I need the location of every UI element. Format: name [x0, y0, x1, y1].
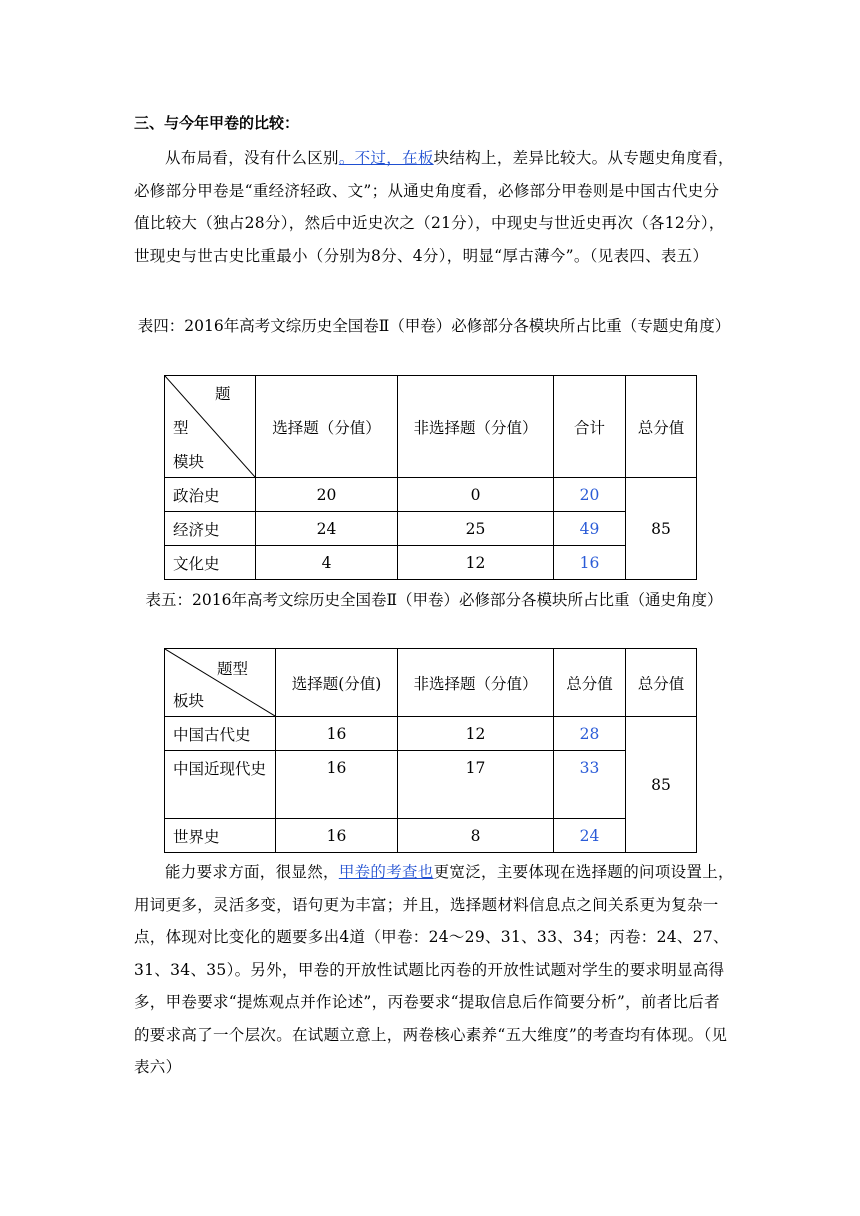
table-row: [165, 478, 697, 512]
table-row: [165, 819, 697, 853]
table4-total: 49: [554, 512, 626, 546]
table4-module: 文化史: [165, 546, 256, 580]
table5-choice: 16: [276, 751, 398, 819]
table4-module: 政治史: [165, 478, 256, 512]
para2-text-b: 更宽泛，主要体现在选择题的问项设置上，用词更多，灵活多变，语句更为丰富；并且，选择题材料信息点之间关系更为复杂一点，体现对比变化的题要多出4道（甲卷：24～29、31、33、34；丙卷：24、27、31、34、35）。另外，甲卷的开放性试题比丙卷的开放性试题对学生的要求明显高得多，甲卷要求“提炼观点并作论述”，丙卷要求“提取信息后作简要分析”，前者比后者的要求高了一个层次。在试题立意上，两卷核心素养“五大维度”的考查均有体现。（见表六）: [134, 863, 734, 1076]
table-row: [165, 717, 697, 751]
table5-total: 28: [554, 717, 626, 751]
table4-header-choice: 选择题（分值）: [256, 376, 398, 478]
para1-link[interactable]: 。不过，在板: [338, 149, 434, 167]
table5-total: 33: [554, 751, 626, 819]
table4-choice: 20: [256, 478, 398, 512]
table5: [164, 648, 697, 853]
table5-module: 中国近现代史: [165, 751, 276, 819]
table4-choice: 24: [256, 512, 398, 546]
table4-header-nonchoice: 非选择题（分值）: [398, 376, 554, 478]
para2-text-a: 能力要求方面，很显然，: [165, 863, 339, 881]
table-row: [165, 751, 697, 819]
table4-nonchoice: 12: [398, 546, 554, 580]
para1-text-a: 从布局看，没有什么区别: [165, 149, 339, 167]
paragraph-ability-requirements: [134, 856, 734, 1084]
table5-module: 中国古代史: [165, 717, 276, 751]
table4-corner-top: 题: [215, 385, 231, 403]
table5-corner-cell: [165, 649, 276, 717]
table5-total: 24: [554, 819, 626, 853]
table5-header-total: 总分值: [554, 649, 626, 717]
table5-corner-top: 题型: [217, 660, 249, 678]
table4-module: 经济史: [165, 512, 256, 546]
table4-total: 20: [554, 478, 626, 512]
table5-grand-total: 85: [626, 717, 697, 853]
table5-choice: 16: [276, 717, 398, 751]
table4-corner-bottom: 模块: [173, 453, 205, 471]
table5-caption: 表五：2016年高考文综历史全国卷Ⅱ（甲卷）必修部分各模块所占比重（通史角度）: [145, 591, 723, 609]
table4-caption: 表四：2016年高考文综历史全国卷Ⅱ（甲卷）必修部分各模块所占比重（专题史角度）: [137, 317, 731, 335]
table4-corner-cell: [165, 376, 256, 478]
table5-nonchoice: 8: [398, 819, 554, 853]
table5-header-nonchoice: 非选择题（分值）: [398, 649, 554, 717]
para1-text-b: 块结构上，差异比较大。从专题史角度看，必修部分甲卷是“重经济轻政、文”；从通史角度看，必修部分甲卷则是中国古代史分值比较大（独占28分），然后中近史次之（21分），中现史与世近史再次（各12分），世现史与世古史比重最小（分别为8分、4分），明显“厚古薄今”。（见表四、表五）: [134, 149, 734, 265]
table5-corner-bottom: 板块: [173, 692, 205, 710]
section-heading: 三、与今年甲卷的比较：: [134, 114, 300, 132]
table4: [164, 375, 697, 580]
table4-nonchoice: 25: [398, 512, 554, 546]
table4-choice: 4: [256, 546, 398, 580]
paragraph-layout-comparison: [134, 142, 734, 272]
table5-header-grand: 总分值: [626, 649, 697, 717]
table4-total: 16: [554, 546, 626, 580]
table5-module: 世界史: [165, 819, 276, 853]
table5-choice: 16: [276, 819, 398, 853]
table5-nonchoice: 12: [398, 717, 554, 751]
table4-corner-mid: 型: [173, 419, 189, 437]
table-row: [165, 512, 697, 546]
table4-header-total: 合计: [554, 376, 626, 478]
table5-nonchoice: 17: [398, 751, 554, 819]
table5-header-choice: 选择题(分值): [276, 649, 398, 717]
table4-grand-total: 85: [626, 478, 697, 580]
table4-header-grand: 总分值: [626, 376, 697, 478]
table4-nonchoice: 0: [398, 478, 554, 512]
para2-link[interactable]: 甲卷的考查也: [338, 863, 434, 881]
table-row: [165, 546, 697, 580]
